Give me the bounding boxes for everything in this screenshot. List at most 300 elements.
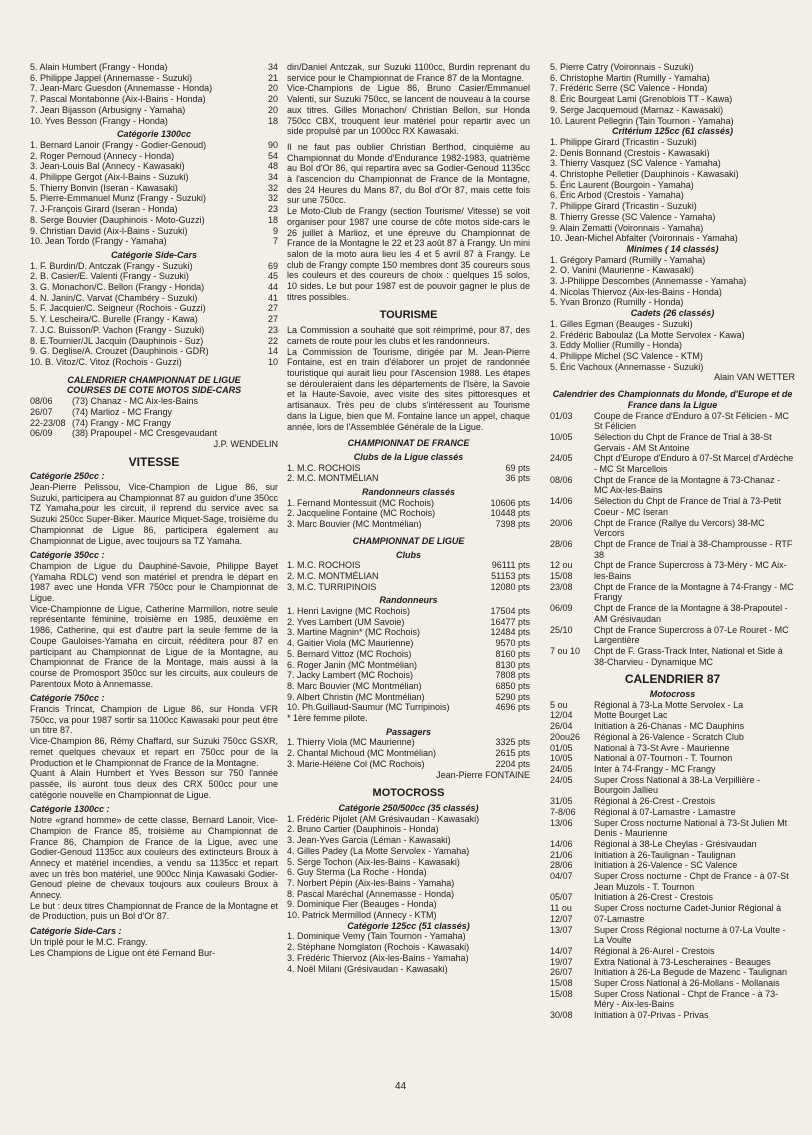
row-value: 69 xyxy=(267,260,278,271)
ranking-row xyxy=(287,582,530,593)
entry-date: 24/05 xyxy=(550,764,573,774)
entry-text: (73) Chanaz - MC Aix-les-Bains xyxy=(72,396,199,407)
entry-text: Super Cross nocturne - Chpt de France - à 07-St Jean Muzols - T. Tournon xyxy=(594,871,789,892)
ranking-row xyxy=(30,215,278,226)
ranking-row xyxy=(30,161,278,172)
calendar-entry xyxy=(550,1010,795,1021)
calendar-entry xyxy=(550,475,795,496)
entry-date: 21/06 xyxy=(550,849,573,860)
column-right xyxy=(550,62,795,1021)
cat1300-title: Catégorie 1300cc : xyxy=(30,804,110,815)
row-name: 1. F. Burdin/D. Antczak (Frangy - Suzuki) xyxy=(30,260,193,271)
list-item: 3. Jean-Yves Garcia (Léman - Kawasaki) xyxy=(287,835,451,846)
mx250-list xyxy=(287,814,530,921)
row-value: 8160 pts xyxy=(495,648,530,659)
entry-date: 13/06 xyxy=(550,817,573,828)
row-name: 7. Jean Bijasson (Arbusigny - Yamaha) xyxy=(30,104,186,115)
calendar-list xyxy=(30,396,278,439)
cat250-text: Jean-Pierre Pelissou, Vice-Champion de Ligue 86, sur Suzuki, participera au Championnat 87 au guidon d'une 350cc TZ Yamaha,pour les circuit, il reprend du service avec sa Suzuki 250cc Super-Biker. Maurice Miquet-Sage, troisième du Championnat de Ligue 86, participera également au Championnat de Ligue, avec toujours sa TZ Yamaha. xyxy=(30,482,278,546)
row-name: 1. Henri Lavigne (MC Rochois) xyxy=(287,606,411,617)
row-value: 34 xyxy=(267,62,278,72)
row-name: 8. Serge Bouvier (Dauphinois - Moto-Guzzi) xyxy=(30,214,205,225)
row-value: 5290 pts xyxy=(495,691,530,702)
entry-text: Super Cross nocturne Cadet-Junior Régional à 07-Lamastre xyxy=(594,903,782,924)
list-item: 2. Stéphane Nomglaton (Rochois - Kawasaki) xyxy=(287,942,470,953)
row-name: 3. G. Monachon/C. Bellon (Frangy - Honda) xyxy=(30,282,205,293)
min-list xyxy=(550,255,795,309)
entry-text: (74) Marlioz - MC Frangy xyxy=(72,406,173,417)
column-left xyxy=(30,62,278,958)
calendar-entry xyxy=(550,411,795,432)
section-title-vitesse: VITESSE xyxy=(128,454,180,469)
row-name: 4. Philippe Gergot (Aix-l-Bains - Suzuki) xyxy=(30,172,189,183)
ranking-row xyxy=(30,193,278,204)
row-name: 6. Philippe Jappel (Annemasse - Suzuki) xyxy=(30,72,193,83)
row-name: 1. M.C. ROCHOIS xyxy=(287,462,361,473)
row-name: 1. Fernand Montessuit (MC Rochois) xyxy=(287,497,435,508)
row-value: 17504 pts xyxy=(490,606,530,617)
ranking-list-1300 xyxy=(30,140,278,247)
calendar-entry xyxy=(550,807,795,818)
row-name: 8. E.Tournier/JL Jacquin (Dauphinois - Suz) xyxy=(30,335,204,346)
entry-text: Extra National à 73-Lescheraines - Beauges xyxy=(594,956,771,967)
row-value: 27 xyxy=(267,314,278,325)
row-value: 18 xyxy=(267,214,278,225)
entry-text: (38) Prapoupel - MC Cresgevaudant xyxy=(72,428,218,439)
row-value: 21 xyxy=(267,72,278,83)
ranking-row xyxy=(287,692,530,703)
calendar-entry xyxy=(550,839,795,850)
ranking-row xyxy=(30,204,278,215)
ranking-row xyxy=(30,346,278,357)
row-name: 7. J.C. Buisson/P. Vachon (Frangy - Suzuki) xyxy=(30,324,205,335)
calendar-entry xyxy=(550,582,795,603)
ranking-row xyxy=(30,140,278,151)
list-item: 3. Thierry Vasquez (SC Valence - Yamaha) xyxy=(550,158,721,169)
row-value: 41 xyxy=(267,292,278,303)
ranking-row xyxy=(287,702,530,713)
row-name: 2. Jacqueline Fontaine (MC Rochois) xyxy=(287,508,436,519)
entry-date: 28/06 xyxy=(550,860,573,871)
calendar-entry xyxy=(550,903,795,924)
list-item: 10. Patrick Mermillod (Annecy - KTM) xyxy=(287,910,437,921)
section-title-motocross: MOTOCROSS xyxy=(372,787,445,800)
row-name: 5. F. Jacquier/C. Seigneur (Rochois - Guzzi) xyxy=(30,303,206,314)
row-value: 4696 pts xyxy=(495,702,530,713)
cl-rand-title: Randonneurs xyxy=(379,595,438,606)
ranking-row xyxy=(30,116,278,127)
calendar-title-1: CALENDRIER CHAMPIONNAT DE LIGUE xyxy=(67,374,241,385)
ranking-row xyxy=(30,293,278,304)
calendar-entry xyxy=(550,700,795,711)
calendar-entry xyxy=(550,625,795,646)
entry-text: Sélection du Chpt de France de Trial à 73-Petit Coeur - MC Iseran xyxy=(594,496,782,517)
calendar-entry xyxy=(550,743,795,754)
row-name: 3. M.C. TURRIPINOIS xyxy=(287,581,377,592)
calendar-entry xyxy=(30,407,278,418)
cf-title: CHAMPIONNAT DE FRANCE xyxy=(347,438,470,449)
list-item: 7. Norbert Pépin (Aix-les-Bains - Yamaha) xyxy=(287,877,455,888)
calendar-entry xyxy=(550,860,795,871)
ranking-row xyxy=(30,105,278,116)
entry-date: 13/07 xyxy=(550,924,573,935)
entry-text: Chpt de France de la Montagne à 38-Prapoutel - AM Grésivaudan xyxy=(594,603,788,624)
row-name: 1. Bernard Lanoir (Frangy - Godier-Genoud) xyxy=(30,139,207,150)
row-value: 96111 pts xyxy=(491,560,530,571)
row-value: 20 xyxy=(267,83,278,94)
ranking-row xyxy=(287,463,530,474)
catsc-title: Catégorie Side-Cars : xyxy=(30,926,122,937)
calendar-entry xyxy=(550,539,795,560)
row-value: 16477 pts xyxy=(490,616,530,627)
entry-date: 26/07 xyxy=(30,406,53,417)
cf-clubs-list xyxy=(287,463,530,484)
calendar-entry xyxy=(550,646,795,667)
entry-date: 19/07 xyxy=(550,956,573,967)
row-value: 9 xyxy=(272,225,278,236)
row-value: 8130 pts xyxy=(495,659,530,670)
calendar-entry xyxy=(550,850,795,861)
row-name: 4. N. Janin/C. Varvat (Chambéry - Suzuki) xyxy=(30,292,198,303)
list-item: 4. Gilles Padey (La Motte Servolex - Yamaha) xyxy=(287,845,470,856)
row-value: 45 xyxy=(267,271,278,282)
calendar-entry xyxy=(550,957,795,968)
cat250-title: Catégorie 250cc : xyxy=(30,471,105,482)
ranking-row xyxy=(287,560,530,571)
row-value: 7808 pts xyxy=(495,670,530,681)
ranking-row xyxy=(287,617,530,628)
row-name: 7. Jean-Marc Guesdon (Annemasse - Honda) xyxy=(30,83,213,94)
calendar-entry xyxy=(550,453,795,474)
entry-text: Sélection du Chpt de France de Trial à 38-St Gervais - AM St Antoine xyxy=(594,431,772,453)
entry-text: Régional à 73-La Motte Servolex - La xyxy=(594,699,744,710)
list-item: 1. Philippe Girard (Tricastin - Suzuki) xyxy=(550,136,697,147)
ranking-row xyxy=(30,226,278,237)
row-name: 5. Y. Lescheira/C. Burelle (Frangy - Kawa) xyxy=(30,314,198,325)
list-item: 2. Frédéric Baboulaz (La Motte Servolex - Kawa) xyxy=(550,329,745,340)
row-name: 3. Jean-Louis Bal (Annecy - Kawasaki) xyxy=(30,161,185,172)
ranking-row xyxy=(287,606,530,617)
calendar-entry xyxy=(30,418,278,429)
row-value: 10606 pts xyxy=(490,497,530,508)
entry-date: 11 ou 12/07 xyxy=(550,903,573,924)
list-item: 6. Christophe Martin (Rumilly - Yamaha) xyxy=(550,72,710,83)
entry-date: 15/08 xyxy=(550,978,573,989)
entry-text: Régional à 38-Le Cheylas - Grésivaudan xyxy=(594,838,757,849)
row-value: 2204 pts xyxy=(495,758,530,769)
crit-list xyxy=(550,137,795,244)
list-item: 2. O. Vanini (Maurienne - Kawasaki) xyxy=(550,265,694,276)
list-item: 6. Éric Arbod (Crestois - Yamaha) xyxy=(550,190,684,201)
entry-text: Chpt de F. Grass-Track Inter, National et Side à 38-Charvieu - Dynamique MC xyxy=(594,645,783,667)
row-value: 12080 pts xyxy=(490,581,530,592)
entry-date: 31/05 xyxy=(550,796,573,807)
list-item: 4. Christophe Pelletier (Dauphinois - Kawasaki) xyxy=(550,169,739,180)
row-value: 44 xyxy=(267,282,278,293)
entry-text: (74) Frangy - MC Frangy xyxy=(72,417,172,428)
entry-date: 23/08 xyxy=(550,581,573,592)
calendar-entry xyxy=(550,518,795,539)
list-item: 10. Laurent Pellegrin (Tain Tournon - Yamaha) xyxy=(550,115,734,126)
entry-date: 7-8/06 xyxy=(550,806,576,817)
entry-text: Régional à 26-Aurel - Crestois xyxy=(594,945,715,956)
row-value: 23 xyxy=(267,324,278,335)
ranking-row xyxy=(287,627,530,638)
cat350-title: Catégorie 350cc : xyxy=(30,550,105,561)
row-value: 14 xyxy=(267,346,278,357)
list-item: 6. Guy Sterma (La Roche - Honda) xyxy=(287,867,427,878)
row-value: 36 pts xyxy=(505,473,530,484)
ranking-row xyxy=(30,83,278,94)
calendar-entry xyxy=(550,978,795,989)
row-value: 34 xyxy=(267,172,278,183)
entry-date: 06/09 xyxy=(550,603,573,614)
entry-date: 26/07 xyxy=(550,967,573,978)
entry-text: Régional à 07-Lamastre - Lamastre xyxy=(594,806,736,817)
row-name: 1. M.C. ROCHOIS xyxy=(287,560,361,571)
entry-date: 7 ou 10 xyxy=(550,645,581,656)
row-name: 4. Gaitier Viola (MC Maurienne) xyxy=(287,638,414,649)
ranking-row xyxy=(287,681,530,692)
entry-date: 10/05 xyxy=(550,753,573,764)
entry-date: 01/03 xyxy=(550,410,573,421)
row-name: 2. Roger Pernoud (Annecy - Honda) xyxy=(30,150,175,161)
list-item: 4. Philippe Michel (SC Valence - KTM) xyxy=(550,350,703,361)
row-value: 10448 pts xyxy=(490,508,530,519)
calendar-entry xyxy=(550,560,795,581)
row-value: 69 pts xyxy=(505,462,530,473)
ranking-row xyxy=(287,638,530,649)
signature-vanwetter: Alain VAN WETTER xyxy=(714,372,795,383)
entry-date: 14/07 xyxy=(550,945,573,956)
section-title-tourisme: TOURISME xyxy=(379,309,438,322)
calendar-entry xyxy=(550,753,795,764)
entry-text: National à 73-St Avre - Maurienne xyxy=(594,742,730,753)
row-value: 51153 pts xyxy=(491,570,530,581)
list-item: 8. Pascal Maréchal (Annemasse - Honda) xyxy=(287,888,455,899)
row-value: 48 xyxy=(267,161,278,172)
cf-clubs-title: Clubs de la Ligue classés xyxy=(353,451,464,462)
ranking-row xyxy=(287,759,530,770)
entry-text: Super Cross National - Chpt de France - à 73-Méry - Aix-les-Bains xyxy=(594,988,779,1010)
row-value: 9570 pts xyxy=(495,638,530,649)
list-item: 1. Dominique Vemy (Tain Tournon - Yamaha) xyxy=(287,931,466,942)
entry-date: 20/06 xyxy=(550,517,573,528)
ranking-row xyxy=(287,748,530,759)
entry-text: Régional à 26-Crest - Crestois xyxy=(594,796,716,807)
calendar-entry xyxy=(550,989,795,1010)
entry-text: Super Cross National à 38-La Verpillière - Bourgoin Jallieu xyxy=(594,774,761,796)
signature-fontaine: Jean-Pierre FONTAINE xyxy=(436,769,530,780)
cat750-title: Catégorie 750cc : xyxy=(30,693,105,704)
catsc-text: Un triplé pour le M.C. Frangy. Les Champions de Ligue ont été Fernand Bur- xyxy=(30,936,216,958)
cl-title: CHAMPIONNAT DE LIGUE xyxy=(352,535,465,546)
row-name: 7. Jacky Lambert (MC Rochois) xyxy=(287,670,414,681)
entry-text: Chpt de France Supercross à 73-Méry - MC Aix-les-Bains xyxy=(594,560,787,582)
signature-wendelin: J.P. WENDELIN xyxy=(213,438,278,449)
entry-text: Super Cross nocturne National à 73-St Julien Mt Denis - Maurienne xyxy=(594,817,788,839)
list-item: 4. Noël Milani (Grésivaudan - Kawasaki) xyxy=(287,963,448,974)
calendar-entry xyxy=(550,732,795,743)
list-item: 3. Eddy Mollier (Rumilly - Honda) xyxy=(550,340,683,351)
row-name: 9. Christian David (Aix-l-Bains - Suzuki) xyxy=(30,225,188,236)
ranking-row xyxy=(30,325,278,336)
list-item: 3. J-Philippe Descombes (Annemasse - Yamaha) xyxy=(550,276,747,287)
row-value: 10 xyxy=(267,356,278,367)
row-name: 5. Thierry Bonvin (Iseran - Kawasaki) xyxy=(30,182,178,193)
entry-date: 26/04 xyxy=(550,721,573,732)
subtitle-sidecar: Catégorie Side-Cars xyxy=(110,249,198,260)
row-value: 7 xyxy=(272,236,278,247)
calendar-entry xyxy=(550,764,795,775)
calendar-entry xyxy=(550,432,795,453)
row-value: 22 xyxy=(267,335,278,346)
entry-date: 25/10 xyxy=(550,624,573,635)
entry-text: Coupe de France d'Enduro à 07-St Félicien - MC St Félicien xyxy=(594,410,789,432)
row-name: 6. Roger Janin (MC Montmélian) xyxy=(287,659,418,670)
entry-text: Chpt de France de la Montagne à 73-Chanaz - MC Aix-les-Bains xyxy=(594,474,781,496)
list-item: 5. Pierre Catry (Voironnais - Suzuki) xyxy=(550,62,694,72)
cad-list xyxy=(550,319,795,373)
list-item: 1. Grégory Pamard (Rumilly - Yamaha) xyxy=(550,254,706,265)
row-value: 7398 pts xyxy=(495,519,530,530)
ranking-row xyxy=(287,737,530,748)
calendar-entry xyxy=(550,796,795,807)
entry-date: 14/06 xyxy=(550,838,573,849)
tourisme-text: La Commission a souhaité que soit réimprimé, pour 87, des carnets de route pour les clubs et les randonneurs. La Commission de Tourisme, dirigée par M. Jean-Pierre Fontaine, est en train d'élaborer un projet de randonnée touristique qui aurait lieu pour l'Ascension 1988. Les étapes se dérouleraient dans les départements de l'Isère, la Savoie et la Haute-Savoie, avec visite des sites pittoresques et artisanaux. Très peu de clubs s'intéressent au Tourisme dans la Ligue, bien que M. Fontaine lance un appel, chaque année, lors de l'Assemblée Générale de la Ligue. xyxy=(287,325,530,432)
ranking-row xyxy=(30,183,278,194)
entry-text: Super Cross Régional nocturne à 07-La Voulte - La Voulte xyxy=(594,924,786,946)
ranking-row xyxy=(30,151,278,162)
mx125-title: Catégorie 125cc (51 classés) xyxy=(347,920,470,931)
calendar-entry xyxy=(550,946,795,957)
pass-list xyxy=(287,737,530,769)
row-name: 3. Marie-Hélène Col (MC Rochois) xyxy=(287,758,425,769)
calendar-entry xyxy=(550,721,795,732)
entry-date: 05/07 xyxy=(550,892,573,903)
calendar-entry xyxy=(550,925,795,946)
calendar-entry xyxy=(550,871,795,892)
calendar-entry xyxy=(30,396,278,407)
list-item: 1. Gilles Egman (Beauges - Suzuki) xyxy=(550,318,693,329)
ranking-row xyxy=(287,670,530,681)
ranking-row xyxy=(30,357,278,368)
para-berthod: Il ne faut pas oublier Christian Berthod, cinquième au Championnat du Monde d'Endurance 1982-1983, quatrième au Bol d'Or 86, qui repartira avec sa Godier-Genoud 1135cc à l'ascencion du Championnat de France de la Montagne, des 24 Heures du Mans 87, du Bol d'Or 87, mais cette fois sur une 750cc. Le Moto-Club de Frangy (section Tourisme/ Vitesse) se voit organiser pour 1987 une course de côte motos side-cars le 26 juillet à Marlioz, et une épreuve du Championnat de France de la Montagne le 22 et 23 août 87 à Frangy. Un mini salon de la moto aura lieu les 4 et 5 avril 87 à Frangy. Le club de Frangy compte 150 membres dont 35 coureurs sous les couleurs et des coureurs de choix : quelques 15 solos, 10 sides. Le but pour 1987 est de pouvoir gagner le plus de titres possibles. xyxy=(287,141,530,302)
calendar-entry xyxy=(550,710,795,721)
subtitle-1300: Catégorie 1300cc xyxy=(116,129,192,140)
mx125-list-cont xyxy=(550,62,795,126)
list-item: 5. Serge Tochon (Aix-les-Bains - Kawasaki) xyxy=(287,856,460,867)
cat350-text: Champion de Ligue du Dauphiné-Savoie, Philippe Bayet (Yamaha RDLC) vend son matériel et prendra le départ en 1987 avec une Honda VFR 750cc pour le Championnat de Ligue. Vice-Championne de Ligue, Catherine Marmillon, notre seule représentante féminine, troisième en 1985, deuxième en 1986, Catherine, qui est d'autre part la seule femme de la Coupe Gauloises-Yamaha en circuit, rééditera pour 87 en participant au Championnat de Ligue de la Montagne, au Championnat de France de la Montage, mais aussi à la course de Promosport 350cc sur les circuits, aux couleurs de Parentoux Moto à Annemasse. xyxy=(30,560,278,689)
entry-date: 24/05 xyxy=(550,453,573,464)
row-value: 20 xyxy=(267,94,278,105)
ranking-row xyxy=(30,303,278,314)
list-item: 9. Alain Zematti (Voironnais - Yamaha) xyxy=(550,222,704,233)
ranking-row xyxy=(287,571,530,582)
row-value: 90 xyxy=(267,139,278,150)
row-value: 18 xyxy=(267,115,278,126)
entry-text: Chpt de France (Rallye du Vercors) 38-MC Vercors xyxy=(594,517,765,539)
row-value: 32 xyxy=(267,182,278,193)
row-value: 12484 pts xyxy=(490,627,530,638)
list-item: 2. Denis Bonnand (Crestois - Kawasaki) xyxy=(550,147,710,158)
cat750-text: Francis Trincat, Champion de Ligue 86, sur Honda VFR 750cc, va pour 1987 sortir sa 1100cc Kawasaki pour peut être un titre 87. Vice-Champion 86, Rémy Chaffard, sur Suzuki 750cc GSXR, remet quelques chevaux et repart en 750cc pour de la Production et le Championnat de France de la Montagne. Quant à Alain Humbert et Yves Besson sur 750 l'année passée, ils auront tous deux des CRX 500cc pour une catégorie nouvelle en Championnat de Ligue. xyxy=(30,704,278,800)
list-item: 4. Nicolas Thiervoz (Aix-les-Bains - Honda) xyxy=(550,286,722,297)
ranking-row xyxy=(30,336,278,347)
entry-date: 14/06 xyxy=(550,496,573,507)
entry-date: 20ou26 xyxy=(550,731,581,742)
entry-date: 08/06 xyxy=(550,474,573,485)
entry-date: 30/08 xyxy=(550,1010,573,1021)
mx250-title: Catégorie 250/500cc (35 classés) xyxy=(338,803,479,813)
ranking-row xyxy=(287,660,530,671)
column-middle xyxy=(287,62,530,974)
row-name: 10. Jean Tordo (Frangy - Yamaha) xyxy=(30,236,167,247)
row-name: 7. J-François Girard (Iseran - Honda) xyxy=(30,204,178,215)
row-value: 2615 pts xyxy=(495,748,530,759)
calmonde-title: Calendrier des Championnats du Monde, d'Europe et de France dans la Ligue xyxy=(552,389,793,410)
ranking-list-sidecar xyxy=(30,261,278,368)
list-item: 7. Philippe Girard (Tricastin - Suzuki) xyxy=(550,201,697,212)
row-name: 3. Marc Bouvier (MC Montmélian) xyxy=(287,519,422,530)
list-item: 5. Éric Laurent (Bourgoin - Yamaha) xyxy=(550,179,694,190)
cl-clubs-title: Clubs xyxy=(395,549,421,560)
list-item: 8. Thierry Gresse (SC Valence - Yamaha) xyxy=(550,211,716,222)
entry-date: 04/07 xyxy=(550,871,573,882)
entry-text: Chpt de France Supercross à 07-Le Rouret - MC Largentière xyxy=(594,624,789,646)
row-name: 2. Yves Lambert (UM Savoie) xyxy=(287,616,405,627)
row-value: 20 xyxy=(267,104,278,115)
row-name: 10. Yves Besson (Frangy - Honda) xyxy=(30,115,168,126)
ranking-row xyxy=(287,508,530,519)
calendar-entry xyxy=(550,775,795,796)
pass-title: Passagers xyxy=(385,726,432,737)
ranking-row xyxy=(287,498,530,509)
cf-rand-list xyxy=(287,498,530,530)
calendar-entry xyxy=(550,603,795,624)
mx125-list xyxy=(287,931,530,974)
entry-text: Initiation à 26-Valence - SC Valence xyxy=(594,860,738,871)
list-item: 10. Jean-Michel Abfalter (Voironnais - Yamaha) xyxy=(550,233,738,244)
list-item: 2. Bruno Cartier (Dauphinois - Honda) xyxy=(287,824,439,835)
entry-date: 10/05 xyxy=(550,431,573,442)
ranking-list-a xyxy=(30,62,278,126)
ranking-row xyxy=(30,172,278,183)
row-name: 1. Thierry Viola (MC Maurienne) xyxy=(287,737,415,748)
cf-rand-title: Randonneurs classés xyxy=(361,487,456,498)
entry-text: Inter à 74-Frangy - MC Frangy xyxy=(594,764,716,774)
calendar-entry xyxy=(550,967,795,978)
entry-date: 06/09 xyxy=(30,428,53,439)
cad-title: Cadets (26 classés) xyxy=(630,308,715,319)
entry-text: Chpt de France de Trial à 38-Champrousse - RTF 38 xyxy=(594,538,793,560)
row-name: 9. Albert Christin (MC Montmélian) xyxy=(287,691,425,702)
mx-sub: Motocross xyxy=(649,689,696,700)
list-item: 5. Éric Vachoux (Annemasse - Suzuki) xyxy=(550,361,704,372)
ranking-row xyxy=(287,473,530,484)
row-name: 5. Bernard Vittoz (MC Rochois) xyxy=(287,648,412,659)
entry-text: Super Cross National à 26-Mollans - Mollanais xyxy=(594,978,780,989)
para-sidecar-cont: din/Daniel Antczak, sur Suzuki 1100cc, Burdin reprenant du service pour le Championnat de France 87 de la Montagne. Vice-Champions de Ligue 86, Bruno Casier/Emmanuel Valenti, sur Suzuki 750cc, se lancent de nouveau à la course aux titres. Gilles Monachon/ Christian Bellon, sur Honda 750cc CBX, trouquent leur matériel pour repartir avec un side propulsé par un 1000cc RX Kawasaki. xyxy=(287,62,530,137)
entry-date: 28/06 xyxy=(550,538,573,549)
row-name: 5. Alain Humbert (Frangy - Honda) xyxy=(30,62,168,72)
row-value: 3325 pts xyxy=(495,737,530,748)
list-item: 1. Frédéric Pijolet (AM Grésivaudan - Kawasaki) xyxy=(287,813,480,824)
row-value: 54 xyxy=(267,150,278,161)
cl-note: * 1ère femme pilote. xyxy=(287,713,368,724)
ranking-row xyxy=(30,261,278,272)
row-name: 5. Pierre-Emmanuel Munz (Frangy - Suzuki) xyxy=(30,193,207,204)
